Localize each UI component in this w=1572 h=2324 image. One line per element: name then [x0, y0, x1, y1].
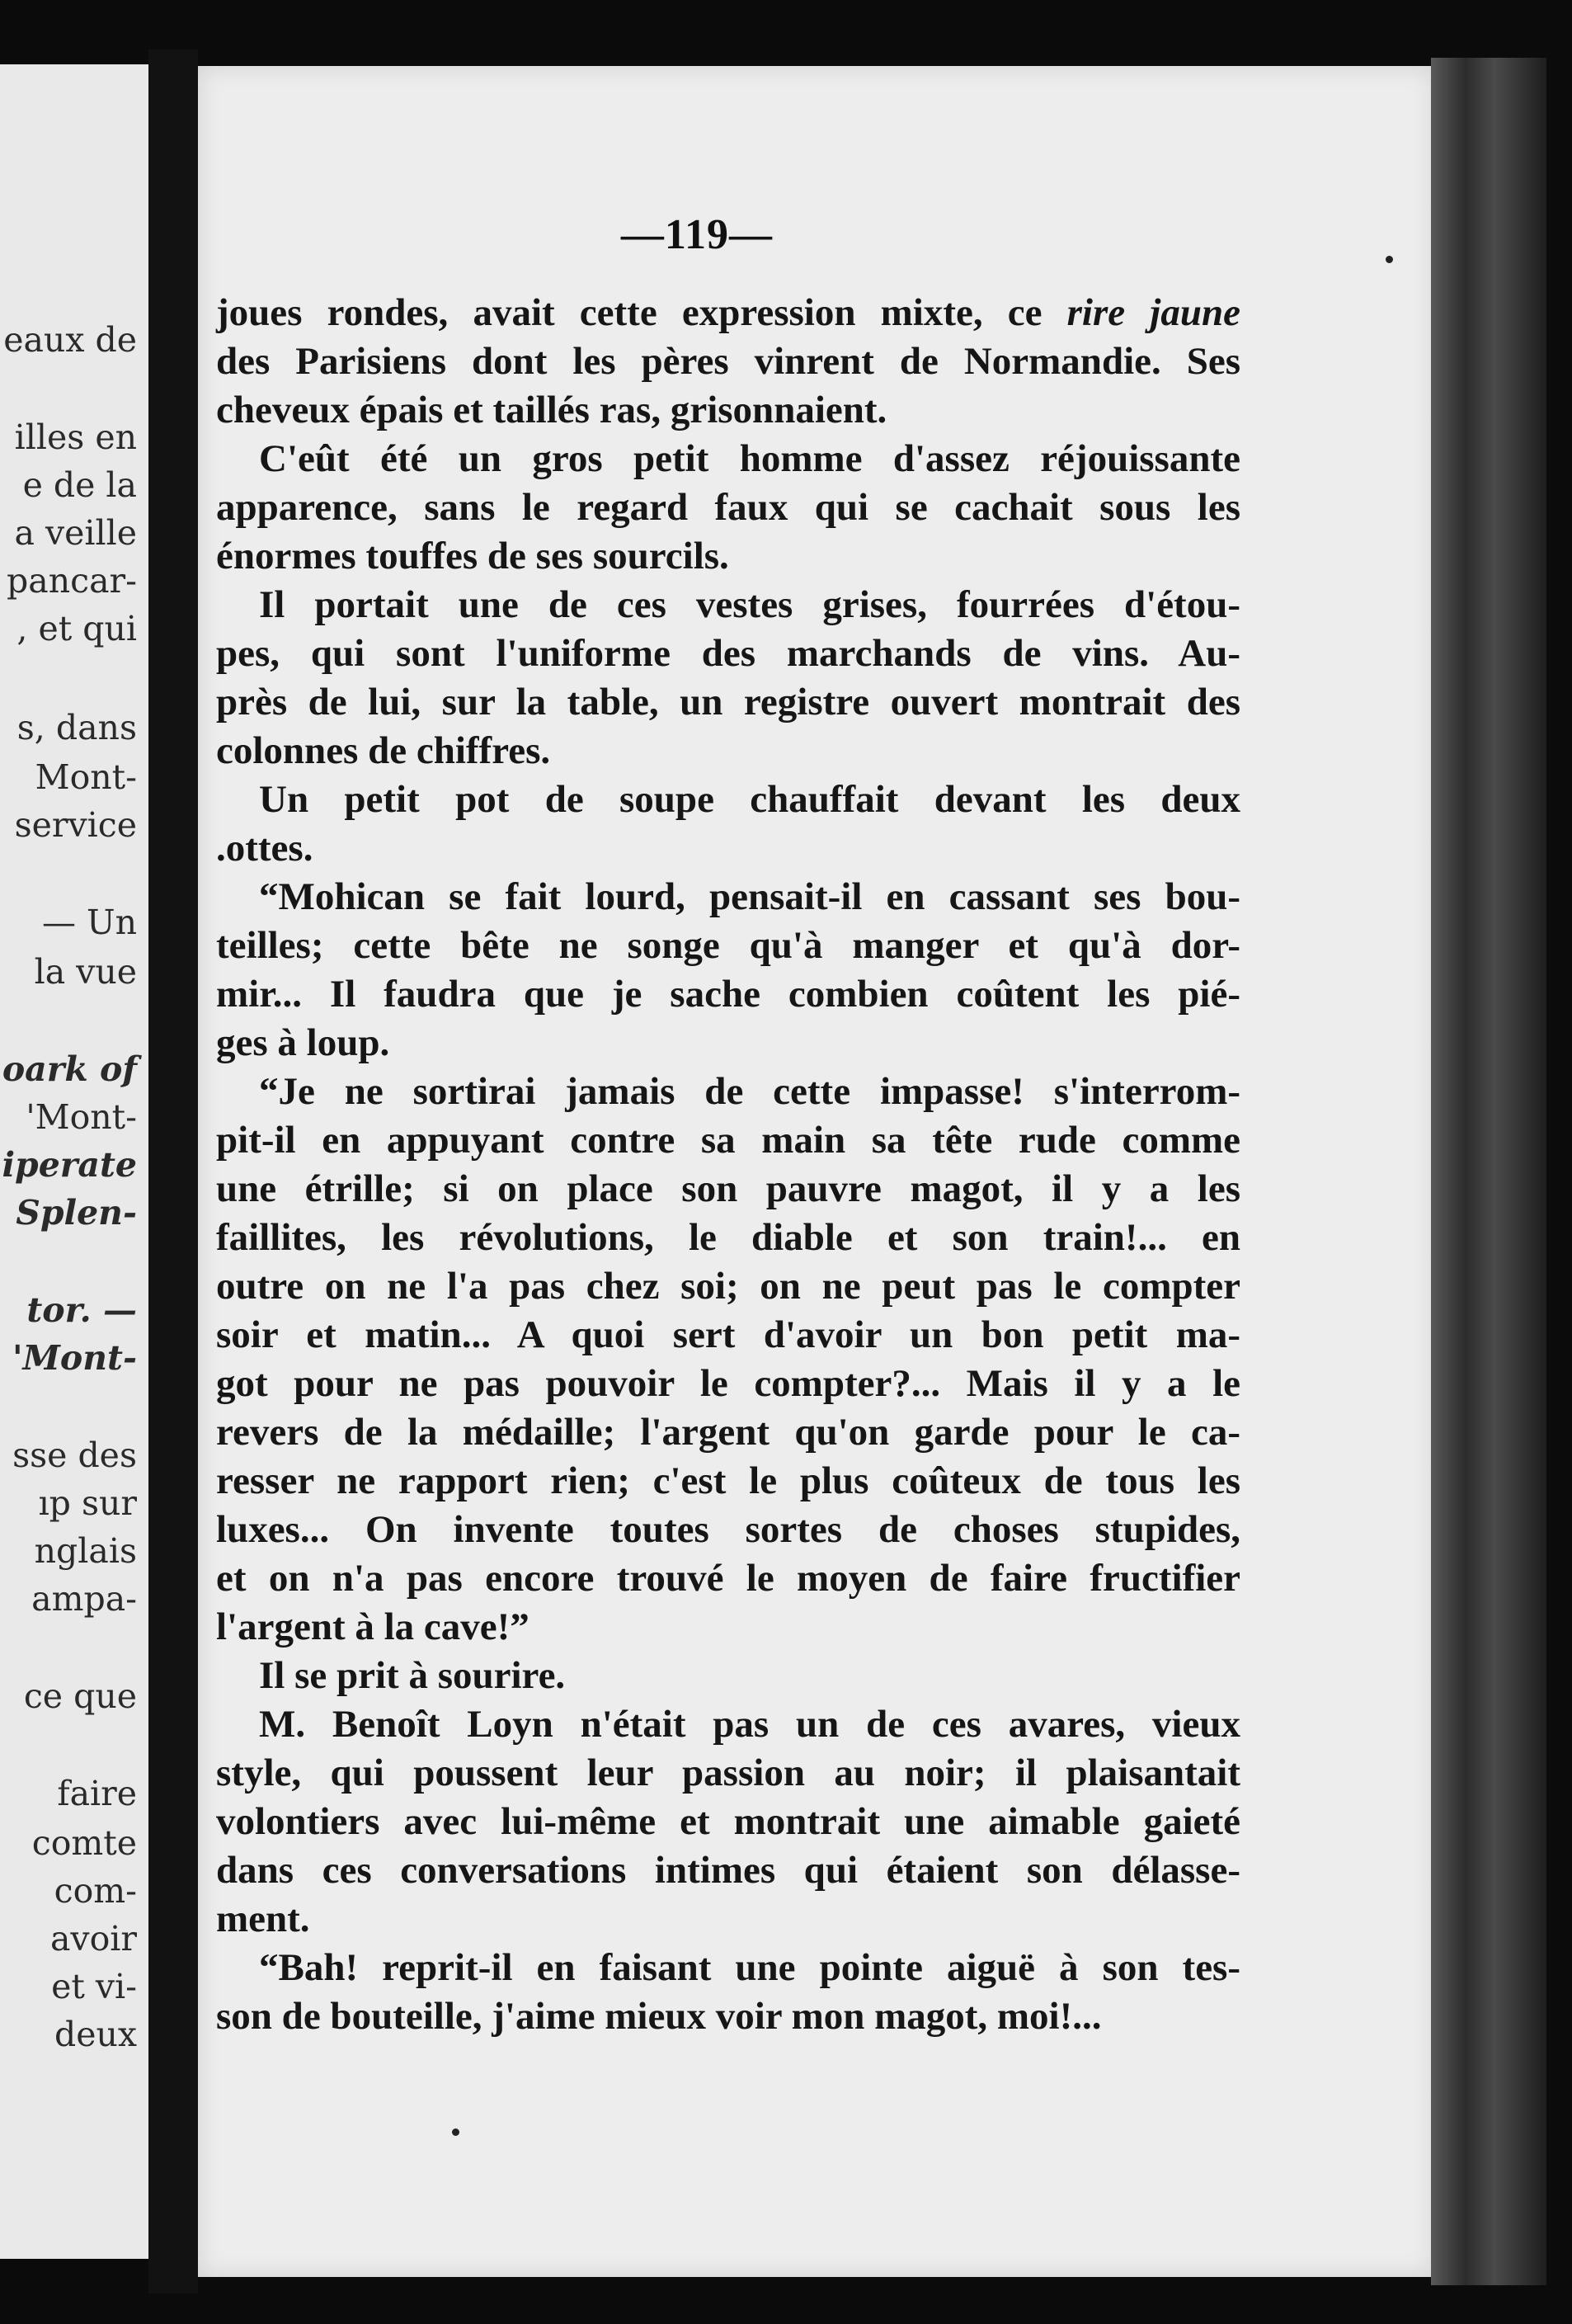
page-edge-shadow [1431, 58, 1546, 2285]
paragraph-line: M. Benoît Loyn n'était pas un de ces avares, vieux [259, 1703, 1240, 1746]
facing-page-line: service [14, 805, 137, 845]
facing-page-line: la vue [34, 952, 137, 992]
paragraph-line: revers de la médaille; l'argent qu'on garde pour le ca- [216, 1411, 1240, 1454]
facing-page-line: — Un [42, 903, 137, 942]
facing-page-line: s, dans [16, 708, 137, 747]
paragraph-line: énormes touffes de ses sourcils. [216, 535, 729, 577]
paragraph-line: volontiers avec lui-même et montrait une aimable gaieté [216, 1800, 1240, 1843]
paragraph-line: soir et matin... A quoi sert d'avoir un bon petit ma- [216, 1313, 1240, 1356]
facing-page-line: Splen- [16, 1193, 137, 1233]
paragraph-line: et on n'a pas encore trouvé le moyen de faire fructifier [216, 1557, 1240, 1600]
paragraph-line: luxes... On invente toutes sortes de choses stupides, [216, 1508, 1240, 1551]
paragraph-line: mir... Il faudra que je sache combien coûtent les pié- [216, 973, 1240, 1016]
paragraph-line: Il se prit à sourire. [259, 1654, 566, 1697]
paragraph-line: des Parisiens dont les pères vinrent de Normandie. Ses [216, 340, 1240, 383]
body-text [216, 289, 1240, 2041]
facing-page-line: Mont- [35, 757, 137, 797]
facing-page-line: ce que [23, 1676, 137, 1716]
facing-page-line: deux [54, 2015, 137, 2054]
facing-page-line: sse des [12, 1435, 137, 1475]
facing-page-line: ampa- [31, 1579, 137, 1619]
paragraph-line: pes, qui sont l'uniforme des marchands de vins. Au- [216, 632, 1240, 675]
paragraph-line: style, qui poussent leur passion au noir; il plaisantait [216, 1751, 1240, 1794]
facing-page-line: eaux de [3, 320, 137, 360]
page-number: —119— [620, 211, 774, 258]
text-span: joues rondes, avait cette expression mixte, ce [216, 291, 1067, 334]
paragraph-line: .ottes. [216, 827, 313, 870]
paragraph-line: Un petit pot de soupe chauffait devant les deux [259, 778, 1240, 821]
paragraph-line: son de bouteille, j'aime mieux voir mon magot, moi!... [216, 1995, 1102, 2038]
paragraph-line: ment. [216, 1897, 310, 1940]
paragraph-line: dans ces conversations intimes qui étaient son délasse- [216, 1849, 1240, 1892]
facing-page-line: et vi- [51, 1967, 137, 2006]
paragraph-line: une étrille; si on place son pauvre magot, il y a les [216, 1167, 1240, 1210]
facing-page-line: , et qui [16, 609, 137, 648]
paragraph-line: C'eût été un gros petit homme d'assez réjouissante [259, 437, 1240, 480]
paragraph-line: “Je ne sortirai jamais de cette impasse! s'interrom- [259, 1070, 1240, 1113]
paragraph-line [216, 289, 1240, 337]
facing-page-line: comte [31, 1823, 137, 1863]
ink-speck [1386, 256, 1393, 263]
paragraph-line: ges à loup. [216, 1021, 390, 1064]
facing-page-line: e de la [22, 465, 137, 505]
paragraph-line: cheveux épais et taillés ras, grisonnaient. [216, 389, 887, 431]
paragraph-line: Il portait une de ces vestes grises, fourrées d'étou- [259, 583, 1240, 626]
facing-page-line: oark of [2, 1049, 137, 1089]
paragraph-line: got pour ne pas pouvoir le compter?... Mais il y a le [216, 1362, 1240, 1405]
paragraph-line: resser ne rapport rien; c'est le plus coûteux de tous les [216, 1459, 1240, 1502]
facing-page-line: avoir [49, 1919, 137, 1959]
paragraph-line: outre on ne l'a pas chez soi; on ne peut pas le compter [216, 1265, 1240, 1308]
facing-page-line: faire [57, 1774, 137, 1813]
book-gutter [148, 49, 198, 2293]
facing-page-line: nglais [34, 1531, 137, 1571]
paragraph-line: colonnes de chiffres. [216, 729, 551, 772]
ink-speck [452, 2128, 459, 2136]
paragraph-line: l'argent à la cave!” [216, 1605, 529, 1648]
facing-page-line: iperate [2, 1145, 137, 1185]
facing-page-line: 'Mont- [26, 1097, 137, 1137]
paragraph-line: teilles; cette bête ne songe qu'à manger et qu'à dor- [216, 924, 1240, 967]
paragraph-line: pit-il en appuyant contre sa main sa tête rude comme [216, 1119, 1240, 1162]
facing-page-line: illes en [14, 417, 137, 457]
facing-page-line: ıp sur [38, 1483, 137, 1523]
paragraph-line: “Mohican se fait lourd, pensait-il en cassant ses bou- [259, 875, 1240, 918]
facing-page-line: com- [54, 1871, 137, 1911]
paragraph-line: faillites, les révolutions, le diable et son train!... en [216, 1216, 1240, 1259]
italic-phrase: rire jaune [1066, 291, 1240, 334]
paragraph-line: près de lui, sur la table, un registre ouvert montrait des [216, 681, 1240, 724]
paragraph-line: apparence, sans le regard faux qui se cachait sous les [216, 486, 1240, 529]
facing-page-fragment [0, 64, 148, 2259]
facing-page-line: a veille [14, 513, 137, 553]
paragraph-line: “Bah! reprit-il en faisant une pointe aiguë à son tes- [259, 1946, 1240, 1989]
facing-page-line: 'Mont- [12, 1338, 137, 1378]
facing-page-line: tor. — [26, 1290, 137, 1330]
facing-page-line: pancar- [7, 561, 137, 601]
